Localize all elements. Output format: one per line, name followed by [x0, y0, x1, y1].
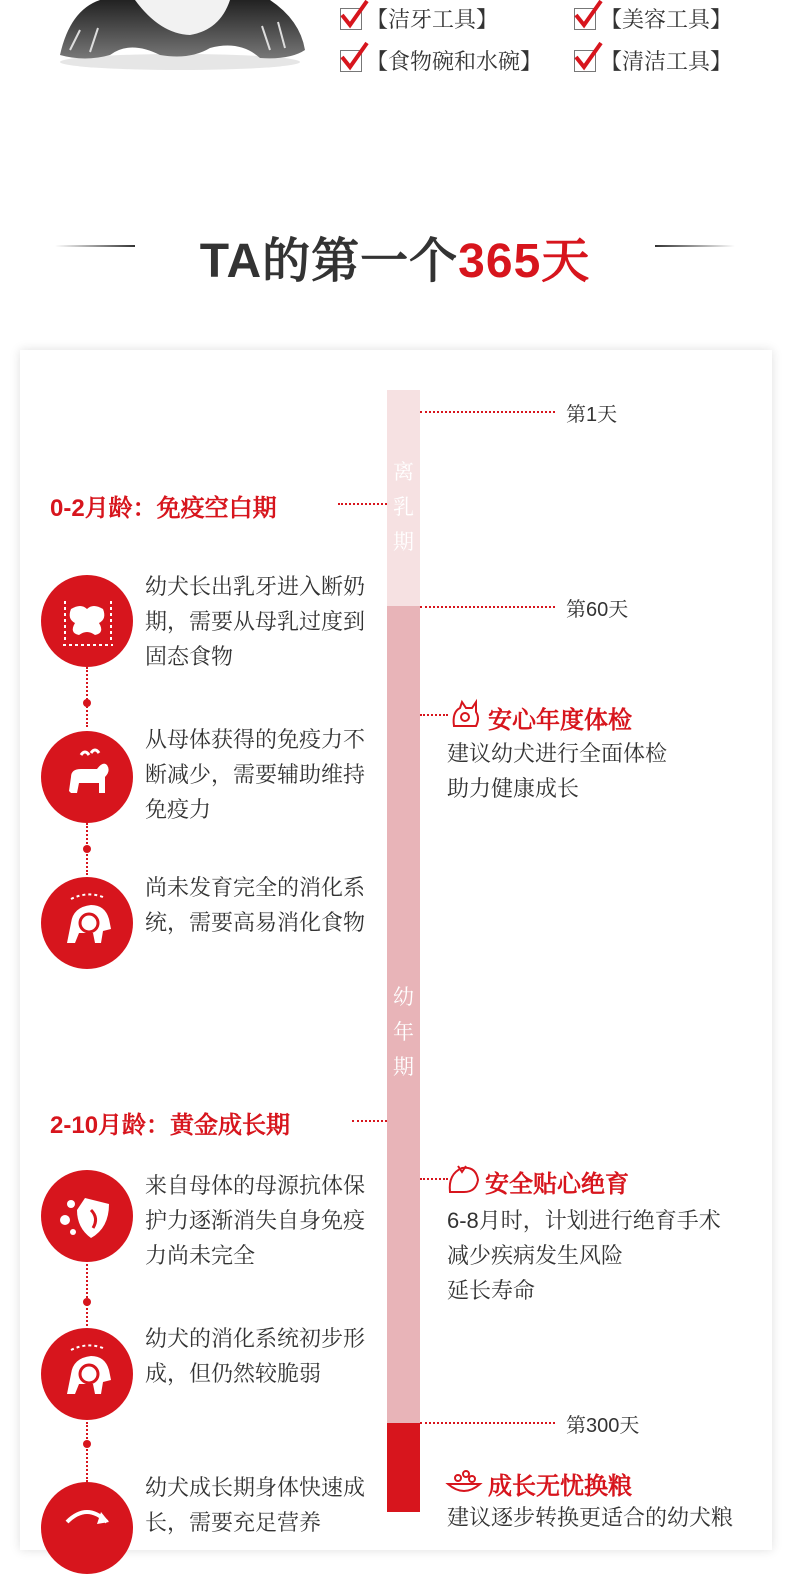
timeline-bar-adult	[387, 1423, 420, 1512]
food-bowl-icon	[446, 1464, 482, 1499]
stage-label-char: 年	[393, 1021, 414, 1044]
section-title-accent: 365天	[458, 235, 591, 288]
checkmark-icon	[340, 8, 362, 30]
digestion-icon	[41, 877, 133, 969]
checkmark-icon	[574, 8, 596, 30]
phase-connector	[352, 1120, 387, 1122]
dog-care-icon	[446, 1162, 480, 1201]
stage-label-weaning	[387, 455, 420, 560]
checklist-label: 【清洁工具】	[600, 49, 733, 74]
antibody-shield-icon	[41, 1170, 133, 1262]
phase-description: 幼犬的消化系统初步形成，但仍然较脆弱	[145, 1326, 366, 1386]
section-title	[0, 222, 790, 291]
note-text	[447, 1500, 777, 1512]
connector-dot	[83, 845, 91, 853]
checkmark-icon	[574, 50, 596, 72]
day-marker: 第300天	[566, 1415, 640, 1437]
stage-label-char: 离	[393, 461, 414, 484]
checklist-item	[574, 45, 732, 76]
checklist-item	[340, 45, 542, 76]
stage-label-char: 期	[393, 1056, 414, 1079]
checklist-label: 【食物碗和水碗】	[366, 49, 543, 74]
phase-heading: 0-2月龄：免疫空白期	[50, 495, 277, 522]
stage-label-puppy	[387, 980, 420, 1085]
connector-dot	[83, 1440, 91, 1448]
note-title: 成长无忧换粮	[488, 1473, 632, 1500]
puppy-immunity-icon	[41, 731, 133, 823]
note-title: 安心年度体检	[488, 707, 632, 734]
day-marker: 第60天	[566, 599, 629, 621]
checklist-label: 【美容工具】	[600, 7, 733, 32]
phase-description: 来自母体的母源抗体保护力逐渐消失自身免疫力尚未完全	[145, 1173, 366, 1268]
checklist-label: 【洁牙工具】	[366, 7, 499, 32]
note-text: 6-8月时，计划进行绝育手术 减少疾病发生风险 延长寿命	[447, 1208, 721, 1303]
dog-photo	[40, 0, 320, 72]
day-marker: 第1天	[566, 404, 618, 426]
note-connector	[420, 714, 448, 716]
icon-connector	[86, 667, 88, 727]
connector-dot	[83, 699, 91, 707]
dog-checkup-icon	[448, 698, 482, 735]
note-connector	[420, 1178, 448, 1180]
note-title: 安全贴心绝育	[485, 1171, 629, 1198]
stage-label-char: 期	[393, 531, 414, 554]
connector-dot	[83, 1298, 91, 1306]
section-title-prefix: TA的第一个	[199, 235, 459, 288]
digestion-icon	[41, 1328, 133, 1420]
stage-label-char: 幼	[393, 986, 414, 1009]
title-divider-right	[655, 245, 735, 247]
day-marker-line	[420, 411, 555, 413]
checkmark-icon	[340, 50, 362, 72]
phase-description: 从母体获得的免疫力不断减少，需要辅助维持免疫力	[145, 727, 366, 822]
phase-description: 尚未发育完全的消化系统，需要高易消化食物	[145, 875, 366, 935]
phase-description: 幼犬长出乳牙进入断奶期，需要从母乳过度到固态食物	[145, 574, 366, 669]
checklist-item	[574, 3, 732, 34]
phase-heading: 2-10月龄：黄金成长期	[50, 1112, 291, 1139]
day-marker-line	[420, 606, 555, 608]
growth-icon	[41, 1482, 133, 1574]
teeth-growth-icon	[41, 575, 133, 667]
note-text: 建议幼犬进行全面体检 助力健康成长	[447, 741, 668, 801]
icon-connector	[86, 1422, 88, 1482]
icon-connector	[86, 1264, 88, 1326]
day-marker-line	[420, 1422, 555, 1424]
phase-connector	[338, 503, 387, 505]
phase-description: 幼犬成长期身体快速成长，需要充足营养	[145, 1475, 366, 1535]
stage-label-char: 乳	[393, 496, 414, 519]
checklist-item	[340, 3, 498, 34]
